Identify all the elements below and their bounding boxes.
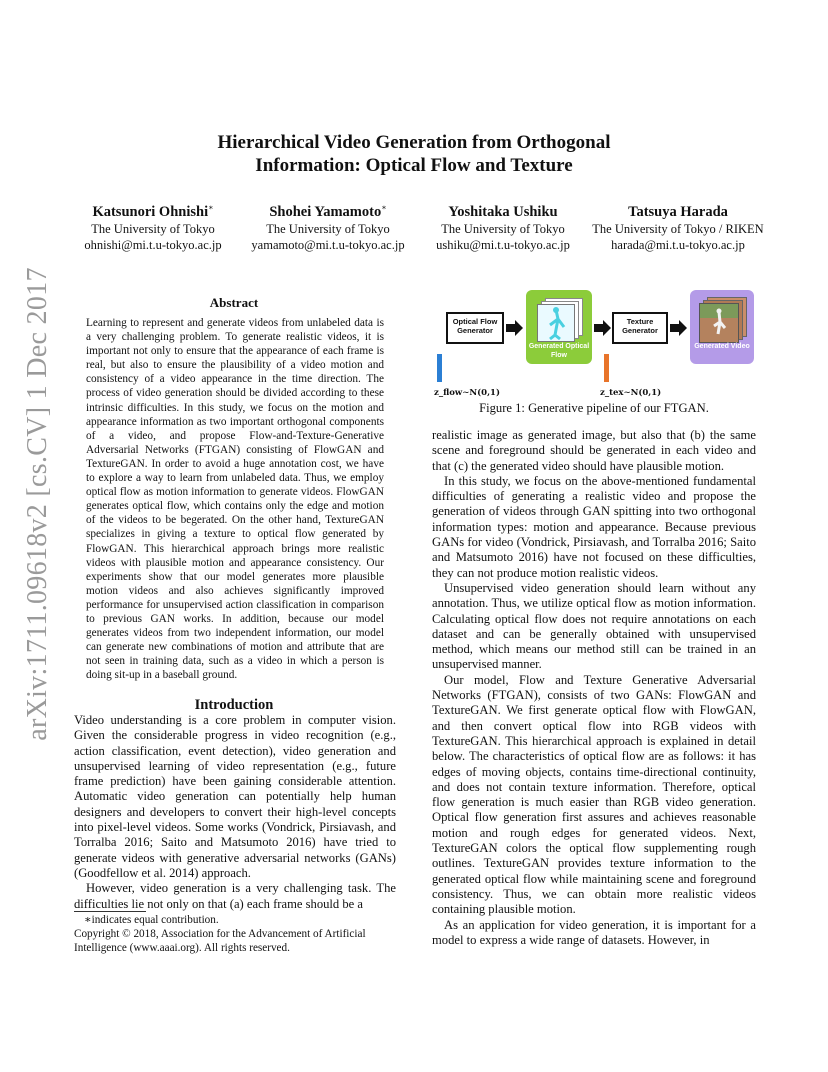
- author-mark: ∗: [381, 203, 387, 212]
- flow-figure-icon: [538, 305, 574, 341]
- paper-title: [0, 131, 828, 177]
- abstract-text: Learning to represent and generate videos from unlabeled data is a very challenging problem. To generate realistic videos, it is important not only to ensure that the appearance of each frame is real, but also to ensure the plausibility of a video motion and consistency of a video appearance in the time direction. The process of video generation should be divided according to these intrinsic difficulties. In this study, we focus on the motion and appearance information as two important orthogonal components of a video, and propose Flow-and-Texture-Generative Adversarial Networks (FTGAN) consisting of FlowGAN and TextureGAN. In order to avoid a huge annotation cost, we have to explore a way to learn from unlabeled data. Thus, we employ optical flow as motion information to generate videos. FlowGAN generates optical flow, which contains only the edge and motion of the videos to be begerated. On the other hand, TextureGAN specializes in giving a texture to optical flow generated by FlowGAN. This hierarchical approach brings more realistic videos with plausible motion and appearance consistency. Our experiments show that our model generates more plausible motion videos and also achieves significantly improved performance for unsupervised action classification in comparison to previous GAN works. In addition, because our model generates videos from two independent information, our model can generate new combinations of motion and attribute that are not seen in training data, such as a video in which a person is doing sit-up in a baseball ground.: [86, 317, 384, 682]
- body-paragraph: Our model, Flow and Texture Generative Adversarial Networks (FTGAN), consists of two GANs: FlowGAN and TextureGAN. We first generate optical flow with FlowGAN, and then convert optical flow into RGB videos with TextureGAN. This hierarchical approach is explained in detail below. The characteristics of optical flow are as follows: it has edges of moving objects, contains time-directional continuity, and does not contain texture information. Therefore, optical flow generation is much easier than RGB video generation. Optical flow generation first assures and achieves reasonable motion and rough edges for generated videos. Next, TextureGAN colors the optical flow supplementing rough outlines. TextureGAN provides texture information to the generated optical flow while maintaining scene and foreground consistency. Thus, we can obtain more realistic videos containing plausible motion.: [432, 672, 756, 917]
- texture-generator-label: Texture Generator: [622, 317, 658, 335]
- body-paragraph: Unsupervised video generation should learn without any annotation. Thus, we utilize optical flow as motion information. Calculating optical flow does not require annotations on each dataset and can be generally obtained with unsupervised method, which means our method still can be trained in an unsupervised manner.: [432, 580, 756, 672]
- body-paragraph: realistic image as generated image, but also that (b) the same scene and foreground should be generated in each video and that (c) the generated video should have plausible motion.: [432, 428, 756, 473]
- introduction-body: [74, 713, 396, 912]
- equal-contribution-note: ∗indicates equal contribution.: [84, 914, 219, 926]
- body-paragraph: As an application for video generation, it is important for a model to express a wide range of datasets. However, in: [432, 917, 756, 947]
- texture-generator-box: [612, 312, 668, 344]
- generated-video-label: Generated Video: [694, 343, 750, 350]
- author-name: Katsunori Ohnishi: [92, 203, 209, 220]
- arrow-icon: [506, 320, 524, 336]
- right-column-body: [432, 428, 756, 948]
- optical-flow-generator-label: Optical Flow Generator: [452, 317, 498, 335]
- author-name: Yoshitaka Ushiku: [448, 203, 558, 220]
- intro-paragraph: Video understanding is a core problem in computer vision. Given the considerable progress in video recognition (e.g., action classification, event detection), video generation and unsupervised learning of video representation (e.g., future frame prediction) have been gaining considerable attention. Automatic video generation can potentially help human designers and developers to convert their high-level concepts into pixel-level videos. Some works (Vondrick, Pirsiavash, and Torralba 2016; Saito and Matsumoto 2016) have tried to generate videos with generative adversarial networks (GANs) (Goodfellow et al. 2014) approach.: [74, 713, 396, 880]
- copyright-notice: Copyright © 2018, Association for the Advancement of Artificial Intelligence (www.aaai.org). All rights reserved.: [74, 928, 366, 954]
- author-name: Shohei Yamamoto: [269, 203, 382, 220]
- flow-frame-image: [537, 304, 575, 342]
- figure-caption: Figure 1: Generative pipeline of our FTGAN.: [479, 401, 709, 415]
- generated-optical-flow-panel: [526, 290, 592, 364]
- author-block-4: [584, 199, 772, 253]
- author-affiliation: The University of Tokyo: [91, 221, 215, 236]
- author-block-1: [70, 199, 236, 253]
- abstract-heading: Abstract: [209, 295, 259, 310]
- title-line-2: Information: Optical Flow and Texture: [255, 155, 573, 176]
- figure-1: [432, 290, 756, 402]
- title-line-1: Hierarchical Video Generation from Orthogonal: [217, 132, 611, 153]
- generated-video-panel: [690, 290, 754, 364]
- z-flow-vector: [437, 354, 442, 382]
- author-email: harada@mi.t.u-tokyo.ac.jp: [611, 237, 745, 252]
- author-email: ushiku@mi.t.u-tokyo.ac.jp: [436, 237, 570, 252]
- author-affiliation: The University of Tokyo: [441, 221, 565, 236]
- z-texture-label: z_tex∼N(0,1): [600, 388, 662, 398]
- baseball-scene-icon: [700, 304, 738, 342]
- author-mark: ∗: [208, 203, 214, 212]
- generated-optical-flow-label: Generated Optical Flow: [528, 343, 590, 359]
- author-email: ohnishi@mi.t.u-tokyo.ac.jp: [84, 237, 222, 252]
- arxiv-stamp: arXiv:1711.09618v2 [cs.CV] 1 Dec 2017: [22, 267, 53, 741]
- footnotes: [74, 913, 404, 955]
- footnote-divider: [74, 911, 146, 912]
- author-block-2: [240, 199, 416, 253]
- z-texture-vector: [604, 354, 609, 382]
- arrow-icon: [594, 320, 612, 336]
- arrow-icon: [670, 320, 688, 336]
- video-frame-image: [699, 303, 739, 343]
- author-email: yamamoto@mi.t.u-tokyo.ac.jp: [251, 237, 405, 252]
- body-paragraph: In this study, we focus on the above-mentioned fundamental difficulties of generating a realistic video and propose the generation of videos through GAN spitting into two orthogonal information types: motion and appearance. Because previous GANs for video (Vondrick, Pirsiavash, and Torralba 2016; Saito and Matsumoto 2016) have not focused on these difficulties, they can not produce motion realistic videos.: [432, 473, 756, 580]
- optical-flow-generator-box: [446, 312, 504, 344]
- intro-paragraph: However, video generation is a very challenging task. The difficulties lie not only on that (a) each frame should be a: [74, 881, 396, 911]
- author-name: Tatsuya Harada: [628, 203, 728, 220]
- author-affiliation: The University of Tokyo: [266, 221, 390, 236]
- author-affiliation: The University of Tokyo / RIKEN: [592, 221, 764, 236]
- z-flow-label: z_flow∼N(0,1): [434, 388, 500, 398]
- introduction-heading: Introduction: [194, 697, 274, 713]
- author-block-3: [424, 199, 582, 253]
